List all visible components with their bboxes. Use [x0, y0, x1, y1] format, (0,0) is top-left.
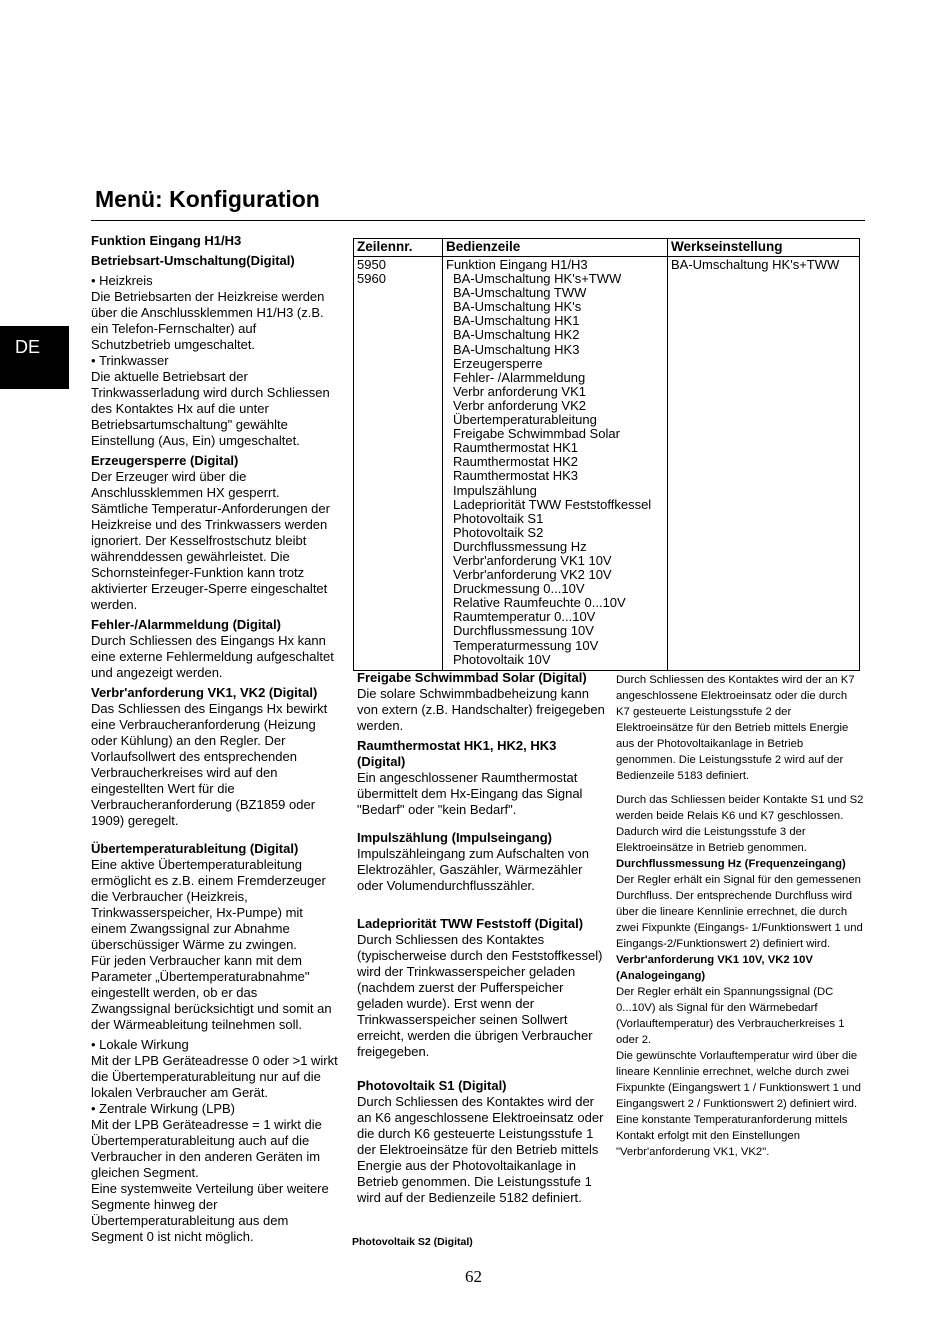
heading-flow-measurement: Durchflussmessung Hz (Frequenzeingang)	[616, 858, 846, 870]
option-item: Verbr anforderung VK2	[453, 397, 586, 413]
text-room-thermostat: Ein angeschlossener Raumthermostat übermittelt dem Hx-Eingang das Signal "Bedarf" oder "kein Bedarf".	[357, 770, 583, 817]
heading-photovoltaic-s2: Photovoltaik S2 (Digital)	[352, 1236, 473, 1248]
option-item: Raumthermostat HK2	[453, 454, 578, 470]
text-pool-release: Die solare Schwimmbadbeheizung kann von extern (z.B. Handschalter) freigegeben werden.	[357, 686, 605, 733]
heading-photovoltaic-s1: Photovoltaik S1 (Digital)	[357, 1078, 507, 1093]
cell-line-numbers	[354, 257, 443, 671]
option-item: Verbr anforderung VK1	[453, 383, 586, 399]
heading-function-input: Funktion Eingang H1/H3	[91, 233, 242, 248]
language-tab-label: DE	[15, 337, 41, 357]
header-operating-line: Bedienzeile	[443, 239, 668, 257]
text-photovoltaic-s1: Durch Schliessen des Kontaktes wird der an K6 angeschlossene Elektroeinsatz oder die durch K6 gesteuerte Leistungsstufe 1 der Elektroeinsätze für den Betrieb mittels Energie aus der Photovoltaikanlage in Betrieb genommen. Die Leistungsstufe 1 wird auf der Bedienzeile 5182 definiert.	[357, 1094, 604, 1205]
option-item: BA-Umschaltung TWW	[453, 285, 587, 301]
option-item: BA-Umschaltung HK2	[453, 327, 580, 343]
heading-consumer-request-10v: Verbr'anforderung VK1 10V, VK2 10V (Analogeingang)	[616, 954, 813, 982]
text-consumer-request-10v: Der Regler erhält ein Spannungssignal (DC 0...10V) als Signal für den Wärmebedarf (Vorlauftemperatur) des Verbraucherkreises 1 oder 2.	[616, 986, 845, 1046]
text-both-contacts: Durch das Schliessen beider Kontakte S1 und S2 werden beide Relais K6 und K7 geschlossen. Dadurch wird die Leistungsstufe 3 der Elektroeinsätze in Betrieb genommen.	[616, 794, 864, 854]
heading-generator-lock: Erzeugersperre (Digital)	[91, 453, 239, 468]
header-factory-setting: Werkseinstellung	[668, 239, 860, 257]
column-middle	[357, 670, 605, 1206]
option-item: Druckmessung 0...10V	[453, 581, 585, 597]
option-item: Impulszählung	[453, 482, 537, 498]
heading-solid-fuel-priority: Ladepriorität TWW Feststoff (Digital)	[357, 916, 584, 931]
heading-overtemperature: Übertemperaturableitung (Digital)	[91, 841, 299, 856]
option-item: Raumthermostat HK1	[453, 440, 578, 456]
text-overtemperature: Eine aktive Übertemperaturableitung ermöglicht es z.B. einem Fremderzeuger die Verbraucher (Heizkreis, Trinkwasserspeicher, Hx-Pumpe) mit einem Zwangssignal zur Abnahme überschüssiger Wärme zu zwingen.	[91, 857, 326, 952]
text-solid-fuel-priority: Durch Schliessen des Kontaktes (typischerweise durch den Feststoffkessel) wird der Trinkwasserspeicher geladen (nachdem zuerst der Pufferspeicher geladen wurde). Erst wenn der Trinkwasserspeicher seinen Sollwert erreicht, werden die übrigen Verbraucher freigegeben.	[357, 932, 603, 1059]
option-item: Photovoltaik 10V	[453, 651, 551, 667]
heading-fault-alarm: Fehler-/Alarmmeldung (Digital)	[91, 617, 281, 632]
text-heating-circuit: Die Betriebsarten der Heizkreise werden über die Anschlussklemmen H1/H3 (z.B. ein Telefon-Fernschalter) auf Schutzbetrieb umgeschaltet.	[91, 289, 325, 352]
option-item: Fehler- /Alarmmeldung	[453, 369, 586, 385]
bullet-heating-circuit: • Heizkreis	[91, 273, 339, 289]
column-right	[616, 672, 864, 1160]
heading-consumer-request-text: Verbr'anforderung VK1, VK2 (Digital)	[91, 685, 318, 700]
text-consumer-request: Das Schliessen des Eingangs Hx bewirkt eine Verbraucheranforderung (Heizung oder Kühlung) an den Regler. Der Vorlaufsollwert des entsprechenden Verbraucherkreises wird auf den eingestellten Wert für die Verbraucheranforderung (BZ1859 oder 1909) geregelt.	[91, 701, 328, 828]
text-overtemperature-param: Für jeden Verbraucher kann mit dem Parameter „Übertemperaturabnahme" eingestellt werden, ob er das Zwangssignal berücksichtigt und somit an der Wärmeableitung teilnehmen soll.	[91, 953, 332, 1032]
option-item: Raumtemperatur 0...10V	[453, 609, 596, 625]
bullet-local-effect: • Lokale Wirkung	[91, 1037, 339, 1053]
heading-consumer-request	[91, 685, 339, 829]
title-divider	[91, 220, 865, 221]
option-item: Photovoltaik S1	[453, 510, 544, 526]
option-item: Photovoltaik S2	[453, 524, 544, 540]
text-flow-temperature: Die gewünschte Vorlauftemperatur wird über die lineare Kennlinie errechnet, welche durch zwei Fixpunkte (Eingangswert 1 / Funktionswert 1 und Eingangswert 2 / Funktionswert 2) definiert wird. Eine konstante Temperaturanforderung mittels Kontakt erfolgt mit den Einstellungen "Verbr'anforderung VK1, VK2".	[616, 1050, 861, 1158]
option-item: BA-Umschaltung HK1	[453, 313, 580, 329]
cell-operating-line	[443, 257, 668, 671]
text-local-effect: Mit der LPB Geräteadresse 0 oder >1 wirkt die Übertemperaturableitung nur auf die lokalen Verbraucher am Gerät.	[91, 1053, 338, 1100]
settings-table	[353, 238, 860, 671]
text-system-distribution: Eine systemweite Verteilung über weitere Segmente hinweg der Übertemperaturableitung aus dem Segment 0 ist nicht möglich.	[91, 1181, 329, 1244]
bullet-central-effect: • Zentrale Wirkung (LPB)	[91, 1101, 339, 1117]
text-flow-measurement: Der Regler erhält ein Signal für den gemessenen Durchfluss. Der entsprechende Durchfluss wird über die lineare Kennlinie errechnet, die durch zwei Fixpunkte (Eingangs- 1/Funktionswert 1 und Eingangs-2/Funktionswert 2) definiert wird.	[616, 874, 863, 950]
option-item: Verbr'anforderung VK1 10V	[453, 552, 612, 568]
option-item: Durchflussmessung Hz	[453, 538, 587, 554]
option-item: Erzeugersperre	[453, 355, 543, 371]
option-item: Verbr'anforderung VK2 10V	[453, 567, 612, 583]
table-row	[354, 257, 860, 671]
function-name: Funktion Eingang H1/H3	[446, 257, 588, 272]
header-line-number: Zeilennr.	[354, 239, 443, 257]
option-item: Temperaturmessung 10V	[453, 637, 599, 653]
table-header-row	[354, 239, 860, 257]
option-item: Durchflussmessung 10V	[453, 623, 594, 639]
column-left	[91, 233, 339, 1245]
text-central-effect: Mit der LPB Geräteadresse = 1 wirkt die Übertemperaturableitung auch auf die Verbraucher in den anderen Geräten im gleichen Segment.	[91, 1117, 322, 1180]
text-fault-alarm: Durch Schliessen des Eingangs Hx kann eine externe Fehlermeldung aufgeschaltet und angezeigt werden.	[91, 633, 334, 680]
heading-pool-release: Freigabe Schwimmbad Solar (Digital)	[357, 670, 587, 685]
cell-factory-setting: BA-Umschaltung HK's+TWW	[668, 257, 860, 671]
bullet-drinking-water: • Trinkwasser	[91, 353, 339, 369]
page-title: Menü: Konfiguration	[95, 186, 320, 212]
option-item: BA-Umschaltung HK's+TWW	[453, 271, 622, 287]
text-photovoltaic-s2: Durch Schliessen des Kontaktes wird der an K7 angeschlossene Elektroeinsatz oder die durch K7 gesteuerte Leistungsstufe 2 der Elektroeinsätze für den Betrieb mittels Energie aus der Photovoltaikanlage in Betrieb genommen. Die Leistungsstufe 2 wird auf der Bedienzeile 5183 definiert.	[616, 674, 855, 782]
option-item: BA-Umschaltung HK's	[453, 299, 582, 315]
option-item: Ladepriorität TWW Feststoffkessel	[453, 496, 652, 512]
heading-room-thermostat: Raumthermostat HK1, HK2, HK3 (Digital)	[357, 738, 557, 769]
line-number: 5960	[357, 271, 386, 287]
heading-pulse-count: Impulszählung (Impulseingang)	[357, 830, 552, 845]
heading-mode-switch: Betriebsart-Umschaltung(Digital)	[91, 253, 295, 268]
text-generator-lock: Der Erzeuger wird über die Anschlussklemmen HX gesperrt. Sämtliche Temperatur-Anforderungen der Heizkreise und des Trinkwassers werden ignoriert. Der Kesselfrostschutz bleibt währenddessen gewährleistet. Die Schornsteinfeger-Funktion kann trotz aktivierter Erzeuger-Sperre eingeschaltet werden.	[91, 469, 330, 612]
option-item: Relative Raumfeuchte 0...10V	[453, 595, 626, 611]
line-number: 5950	[357, 257, 386, 272]
text-pulse-count: Impulszähleingang zum Aufschalten von Elektrozähler, Gaszähler, Wärmezähler oder Volumendurchflusszähler.	[357, 846, 589, 893]
option-item: Übertemperaturableitung	[453, 412, 597, 428]
text-drinking-water: Die aktuelle Betriebsart der Trinkwasserladung wird durch Schliessen des Kontaktes Hx auf die unter Betriebsartumschaltung" gewählte Einstellung (Aus, Ein) umgeschaltet.	[91, 369, 330, 448]
language-tab	[0, 326, 69, 389]
option-item: BA-Umschaltung HK3	[453, 341, 580, 357]
page-number: 62	[465, 1267, 482, 1286]
option-item: Raumthermostat HK3	[453, 468, 578, 484]
option-item: Freigabe Schwimmbad Solar	[453, 426, 620, 442]
